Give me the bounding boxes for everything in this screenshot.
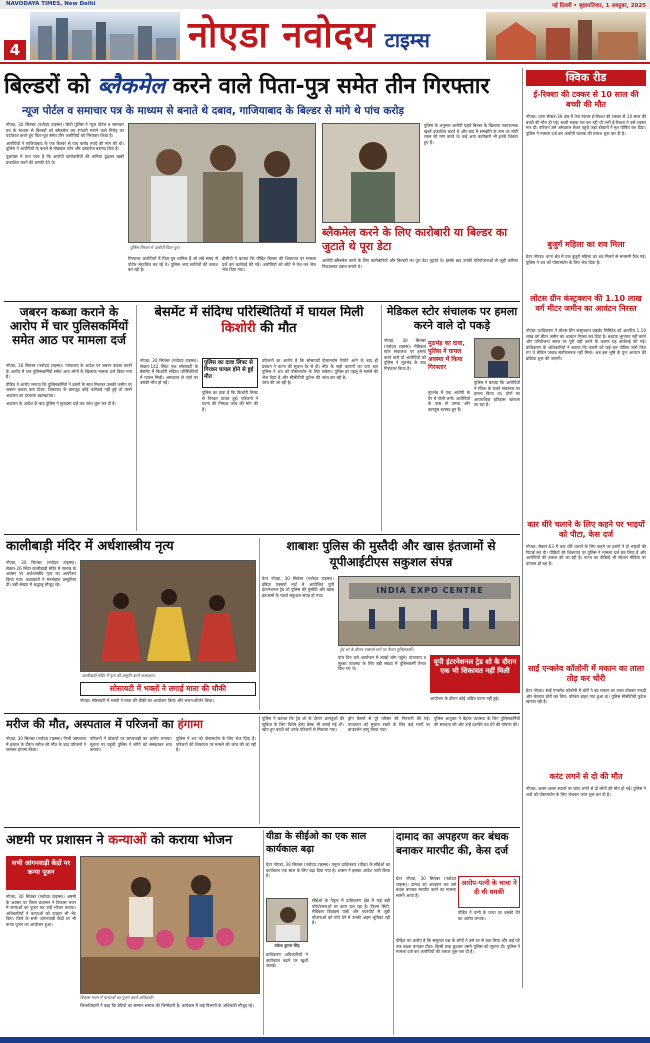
- lead-text-col3: डीसीपी ने बताया कि पीड़ित बिल्डर की शिकायत पर मामला दर्ज कर कार्रवाई की गई। आरोपियों को कोर्ट में पेश कर जेल भेज दिया गया।: [222, 256, 316, 273]
- damad-headline: दामाद का अपहरण कर बंधक बनाकर मारपीट की, केस दर्ज: [396, 831, 509, 857]
- rule-h2: [4, 534, 520, 535]
- ashtami-headline-c: को कराया भोजन: [146, 833, 233, 848]
- basement-box: पुलिस का दावा लिफ्ट से गिरकर घायल होने से हुई मौत: [202, 358, 258, 388]
- divider-v3: [259, 538, 260, 710]
- quick-read-text-1: नोएडा। थाना सेक्टर-39 क्षेत्र में तेज रफ्तार ई-रिक्शा की टक्कर से 10 साल की बच्ची की मौत हो गई। बच्ची सड़क पार कर रही थी तभी ई-रिक्शा ने उसे टक्कर मार दी। परिजन उसे अस्पताल लेकर पहुंचे जहां डॉक्टरों ने मृत घोषित कर दिया। पुलिस ने मामला दर्ज कर आरोपी चालक की तलाश शुरू कर दी है।: [526, 114, 646, 136]
- lead-photo-svg: [129, 124, 316, 243]
- masthead: [0, 0, 650, 66]
- masthead-rule: [0, 62, 650, 64]
- sidebar-divider: [522, 68, 523, 988]
- jabran-headline: जबरन कब्जा कराने के आरोप में चार पुलिसकर्मियों समेत आठ पर मामला दर्ज: [9, 305, 129, 347]
- kalibari-photo: [80, 560, 256, 672]
- medical-photo: [474, 338, 520, 378]
- rule-h3: [4, 713, 520, 714]
- lead-right-block: [322, 123, 518, 223]
- quick-read-text-5: ग्रेटर नोएडा। साईं एन्क्लेव कॉलोनी में चोरों ने बंद मकान का ताला तोड़कर नकदी और जेवरात चोरी कर लिए। परिवार बाहर गया हुआ था। पुलिस सीसीटीवी फुटेज खंगाल रही है।: [526, 688, 646, 705]
- damad-text-col2: पीड़ित ने पत्नी के चाचा पर धमकी देने का आरोप लगाया।: [458, 910, 520, 921]
- kalibari-text: नोएडा, 30 सितंबर (नवोदय टाइम्स)। सेक्टर-26 स्थित कालीबाड़ी मंदिर में नवरात्र के अवसर पर अर्धशास्त्रीय नृत्य का आयोजन किया गया। कलाकारों ने मनमोहक प्रस्तुतियां दीं। बड़ी संख्या में श्रद्धालु मौजूद रहे।: [6, 560, 76, 588]
- sosayati-headline: सोसायटी में भक्तों ने लगाई माता की चौकी: [80, 682, 256, 696]
- quick-read-headline-5: साईं एन्क्लेव कॉलोनी में मकान का ताला तोड़ कर चोरी: [527, 664, 645, 683]
- yeida-text-col3: प्राधिकरण अधिकारियों ने कार्यकाल बढ़ने पर खुशी जताई।: [266, 952, 308, 969]
- lead-pullquote-text: आरोपी ब्लैकमेल करने के लिए कारोबारियों और बिल्डरों का पूरा डेटा जुटाते थे। इसके बाद उनकी परियोजनाओं से जुड़ी कमियां निकालकर दबाव बनाते थे।: [322, 258, 518, 269]
- ashtami-text-col1: नोएडा, 30 सितंबर (नवोदय टाइम्स)। अष्टमी के अवसर पर जिला प्रशासन ने विकास भवन में कन्याओं का पूजन कर उन्हें भोजन कराया। अधिकारियों ने कन्याओं को उपहार भी भेंट किए। जिले के सभी आंगनवाड़ी केंद्रों पर भी कन्या पूजन का आयोजन हुआ।: [6, 894, 76, 927]
- kalibari-caption: कालीबाड़ी मंदिर में नृत्य की प्रस्तुति करते कलाकार।: [82, 673, 156, 678]
- ashtami-box: सभी आंगनवाड़ी केंद्रों पर कन्या पूजन: [6, 856, 76, 890]
- basement-headline: [140, 305, 378, 355]
- quick-read-headline-2: बुजुर्ग महिला का शव मिला: [547, 240, 625, 249]
- kalibari-photo-svg: [81, 561, 256, 672]
- lead-photo-right: [322, 123, 420, 223]
- lead-subhead: न्यूज पोर्टल व समाचार पत्र के माध्यम से बनाते थे दबाव, गाजियाबाद के बिल्डर से मांगे थे पांच करोड़: [22, 105, 405, 117]
- medical-text-col1: नोएडा, 30 सितंबर (नवोदय टाइम्स)। मेडिकल स्टोर संचालक पर हमला करने वाले दो आरोपियों को पुलिस ने मुठभेड़ के बाद गिरफ्तार किया है।: [384, 338, 426, 371]
- shabash-caption: ट्रेड शो के दौरान एक्सपो मार्ट पर तैनात पुलिसकर्मी।: [340, 647, 414, 652]
- lead-pullquote: ब्लैकमेल करने के लिए कारोबारी या बिल्डर का जुटाते थे पूरा डेटा: [322, 226, 508, 253]
- mareej-text-col3: पुलिस ने शव को पोस्टमार्टम के लिए भेज दिया है। परिजनों की शिकायत पर मामले की जांच की जा रही है।: [176, 736, 256, 753]
- mareej-text-col1: नोएडा, 30 सितंबर (नवोदय टाइम्स)। निजी अस्पताल में इलाज के दौरान मरीज की मौत के बाद परिजनों ने जमकर हंगामा किया।: [6, 736, 86, 753]
- brand: [188, 12, 478, 60]
- shabash-text-col3: आयोजन के दौरान कोई अप्रिय घटना नहीं हुई।: [430, 696, 500, 701]
- medical-text-col2: मुठभेड़ में एक आरोपी के पैर में गोली लगी। आरोपियों के पास से तमंचा और कारतूस बरामद हुए हैं।: [428, 390, 470, 412]
- divider-v6: [393, 830, 394, 1035]
- medical-text-col3: पुलिस ने बताया कि आरोपियों ने रंजिश के चलते संचालक पर हमला किया था। दोनों का आपराधिक इतिहास खंगाला जा रहा है।: [474, 380, 520, 408]
- yeida-text-col2: सीईओ के नेतृत्व में प्राधिकरण क्षेत्र में कई बड़ी परियोजनाओं पर काम चल रहा है। फिल्म सिटी, मेडिकल डिवाइस पार्क और एयरपोर्ट से जुड़ी योजनाओं को गति देने में उनकी अहम भूमिका रही है।: [312, 898, 390, 926]
- medical-photo-svg: [475, 339, 520, 378]
- quick-read-text-4: नोएडा। सेक्टर-63 में कार धीरे चलाने के लिए कहने पर दबंगों ने दो भाइयों की पिटाई कर दी। पीड़ितों की शिकायत पर पुलिस ने मामला दर्ज कर लिया है और आरोपियों की तलाश की जा रही है। घटना का वीडियो भी सोशल मीडिया पर वायरल हो रहा है।: [526, 544, 646, 566]
- lead-headline-c: करने वाले पिता-पुत्र समेत तीन गिरफ्तार: [165, 74, 490, 99]
- damad-text-col3: पीड़ित का आरोप है कि ससुराल पक्ष के लोगों ने उसे घर से उठा लिया और कई घंटे तक बंधक बनाकर पीटा। किसी तरह छूटकर उसने पुलिस को सूचना दी। पुलिस ने मामला दर्ज कर आरोपियों की तलाश शुरू कर दी है।: [396, 938, 520, 955]
- quick-read-headline-4: कार धीरे चलाने के लिए कहने पर भाइयों को पीटा, केस दर्ज: [527, 520, 645, 539]
- mareej-text-col2: परिजनों ने डॉक्टरों पर लापरवाही का आरोप लगाया। सूचना पर पहुंची पुलिस ने लोगों को समझाकर शांत कराया।: [90, 736, 172, 753]
- quick-read-title: क्विक रीड: [526, 70, 646, 86]
- quick-read-headline-6: करंट लगने से दो की मौत: [549, 772, 623, 781]
- damad-box: आरोप-पत्नी के चाचा ने दी थी धमकी: [458, 876, 520, 908]
- divider-v5: [263, 830, 264, 1035]
- lead-photo-caption: पुलिस गिरफ्त में आरोपी पिता-पुत्र।: [130, 245, 180, 250]
- quick-read-headline-1: ई-रिक्शा की टक्कर से 10 साल की बच्ची की मौत: [533, 90, 639, 109]
- basement-headline-a: बेसमेंट में संदिग्ध परिस्थितियों में घायल मिली: [154, 305, 364, 320]
- basement-text-col4: पोस्टमार्टम रिपोर्ट आने के बाद ही मौत के सही कारणों का पता चल सकेगा। पुलिस हर पहलू से मामले की जांच कर रही है।: [322, 358, 378, 380]
- lead-text-col2: गिरफ्तार आरोपियों में पिता-पुत्र शामिल हैं जो लंबे समय से पोर्टल संचालित कर रहे थे। पुलिस अन्य साथियों की तलाश कर रही है।: [128, 256, 218, 273]
- basement-headline-b: किशोरी: [221, 321, 256, 336]
- lead-headline-a: बिल्डरों को: [4, 74, 98, 99]
- yeida-caption: राकेश कुमार सिंह: [274, 943, 300, 948]
- basement-headline-c: की मौत: [255, 321, 297, 336]
- jabran-text: नोएडा, 30 सितंबर (नवोदय टाइम्स)। न्यायालय के आदेश पर जबरन कब्जा कराने के आरोप में चार पुलिसकर्मियों समेत आठ लोगों के खिलाफ मामला दर्ज किया गया है। पीड़ित ने आरोप लगाया कि पुलिसकर्मियों ने दबंगों के साथ मिलकर उसकी जमीन पर जबरन कब्जा करा दिया। शिकायत के बावजूद कोई कार्रवाई नहीं हुई तो उसने अदालत का दरवाजा खटखटाया। अदालत के आदेश के बाद पुलिस ने मुकदमा दर्ज कर जांच शुरू कर दी है।: [6, 363, 132, 406]
- skyline-left-svg: [30, 12, 180, 60]
- date-line: नई दिल्ली • बृहस्पतिवार, 1 अक्टूबर, 2025: [551, 3, 646, 9]
- medical-quote: मुठभेड़ का दावा, पुलिस ने घायल अवस्था में किया गिरफ्तार: [428, 340, 465, 371]
- ashtami-photo: [80, 856, 260, 994]
- footer-bar: [0, 1037, 650, 1043]
- ashtami-headline: [6, 830, 260, 852]
- mareej-headline-a: मरीज की मौत, अस्पताल में परिजनों का: [6, 717, 178, 731]
- page-number: 4: [4, 40, 26, 60]
- skyline-image-left: [30, 12, 180, 60]
- shabash-text-col1: ग्रेटर नोएडा, 30 सितंबर (नवोदय टाइम्स)। इंडिया एक्सपो मार्ट में आयोजित यूपी इंटरनेशनल ट्रेड शो पुलिस की मुस्तैदी और खास इंतजामों के चलते सकुशल संपन्न हो गया।: [262, 576, 334, 598]
- trade-box: यूपी इंटरनेशनल ट्रेड शो के दौरान एक भी शिकायत नहीं मिली: [430, 655, 520, 693]
- skyline-image-right: [486, 12, 646, 60]
- rule-h4: [4, 827, 520, 828]
- lead-headline-b: ब्लैकमेल: [97, 74, 166, 99]
- ashtami-photo-svg: [81, 857, 260, 994]
- quick-read-headline-3: लोटस ग्रीन कंस्ट्रक्शन की 1.10 लाख वर्ग मीटर जमीन का आवंटन निरस्त: [530, 294, 642, 313]
- lead-right-text: पुलिस के अनुसार आरोपी पहले बिल्डर के खिलाफ नकारात्मक खबरें प्रकाशित करते थे और बाद में समझौते के नाम पर मोटी रकम की मांग करते थे। कई अन्य कारोबारी भी इनके शिकार हुए हैं।: [424, 123, 518, 145]
- quick-read-text-3: नोएडा। प्राधिकरण ने लोटस ग्रीन कंस्ट्रक्शन प्राइवेट लिमिटेड को आवंटित 1.10 लाख वर्ग मीटर जमीन का आवंटन निरस्त कर दिया है। बकाया भुगतान नहीं करने और परियोजना समय पर पूरी नहीं करने के कारण यह कार्रवाई की गई। प्राधिकरण के अधिकारियों ने बताया कि कंपनी को कई बार नोटिस जारी किए गए थे लेकिन जवाब संतोषजनक नहीं मिला। अब इस भूमि के पुनः आवंटन की प्रक्रिया शुरू की जाएगी।: [526, 328, 646, 361]
- divider-v4: [259, 716, 260, 824]
- quick-read-text-6: नोएडा। अलग-अलग स्थानों पर करंट लगने से दो लोगों की मौत हो गई। पुलिस ने शवों को पोस्टमार्टम के लिए भेजकर जांच शुरू कर दी है।: [526, 786, 646, 797]
- shabash-text-col5: ड्रोन कैमरों से पूरे परिसर की निगरानी की गई। यातायात को सुचारु रखने के लिए कई मार्गों पर डायवर्जन लागू किया गया।: [348, 716, 430, 733]
- skyline-right-svg: [486, 12, 646, 60]
- basement-text-col3: परिजनों का आरोप है कि सोसायटी प्रबंधन ने घटना की सूचना देर से दी। पुलिस ने शव को पोस्टमार्टम के लिए भेज दिया है और सीसीटीवी फुटेज की जांच की जा रही है।: [262, 358, 320, 386]
- shabash-photo: [338, 576, 520, 646]
- lead-photo-right-svg: [323, 124, 420, 223]
- mareej-headline: [6, 716, 256, 732]
- basement-text-col2: पुलिस का दावा है कि किशोरी लिफ्ट से गिरकर घायल हुई। परिजनों ने घटना की निष्पक्ष जांच की मांग की है।: [202, 390, 258, 412]
- yeida-photo-svg: [267, 899, 308, 942]
- lead-text-col1: नोएडा, 30 सितंबर (नवोदय टाइम्स)। सिटी पुलिस ने न्यूज पोर्टल व समाचार पत्र के माध्यम से बिल्डरों को ब्लैकमेल कर रंगदारी मांगने वाले गिरोह का पर्दाफाश करते हुए पिता-पुत्र समेत तीन आरोपियों को गिरफ्तार किया है। आरोपियों ने गाजियाबाद के एक बिल्डर से पांच करोड़ रुपये की मांग की थी। पुलिस ने आरोपियों के कब्जे से मोबाइल फोन और दस्तावेज बरामद किए हैं। पूछताछ में पता चला है कि आरोपी कारोबारियों की कमियां ढूंढकर खबरें प्रकाशित करने की धमकी देते थे।: [6, 122, 124, 165]
- brand-suffix: टाइम्स: [384, 28, 430, 52]
- ashtami-text-col2: जिलाधिकारी ने कहा कि बेटियों का सम्मान समाज की जिम्मेदारी है। कार्यक्रम में कई विभागों के अधिकारी मौजूद रहे।: [80, 1003, 254, 1008]
- damad-text-col1: ग्रेटर नोएडा, 30 सितंबर (नवोदय टाइम्स)। दामाद का अपहरण कर उसे बंधक बनाकर मारपीट करने का मामला सामने आया है।: [396, 876, 456, 898]
- brand-title: नोएडा नवोदय: [188, 15, 376, 56]
- shabash-text-col2: पांच दिन चले आयोजन में लाखों लोग पहुंचे। यातायात व सुरक्षा व्यवस्था के लिए बड़ी संख्या में पुलिसकर्मी तैनात किए गए थे।: [338, 655, 426, 672]
- yeida-photo: [266, 898, 308, 942]
- medical-headline: मेडिकल स्टोर संचालक पर हमला करने वाले दो पकड़े: [386, 305, 518, 332]
- divider-v2: [381, 305, 382, 531]
- ashtami-headline-a: अष्टमी पर प्रशासन ने: [6, 833, 109, 848]
- shabash-text-col4: पुलिस ने बताया कि ट्रेड शो के दौरान आगंतुकों की सुविधा के लिए विशेष हेल्प डेस्क भी बनाई गई थी। खोए हुए बच्चों को उनके परिजनों से मिलाया गया।: [262, 716, 344, 733]
- shabash-headline: शाबाशः पुलिस की मुस्तैदी और खास इंतजामों से यूपीआईटीएस सकुशल संपन्न: [286, 539, 496, 569]
- ashtami-headline-b: कन्याओं: [108, 833, 147, 848]
- sosayati-text: नोएडा। सोसायटी में भक्तों ने माता की चौकी का आयोजन किया और भजन-कीर्तन किया।: [80, 698, 214, 703]
- yeida-text-col1: ग्रेटर नोएडा, 30 सितंबर (नवोदय टाइम्स)। यमुना प्राधिकरण (यीडा) के सीईओ का कार्यकाल एक साल के लिए बढ़ा दिया गया है। शासन ने इसका आदेश जारी किया है।: [266, 862, 390, 879]
- rule-h1: [4, 301, 520, 302]
- yeida-headline: यीडा के सीईओ का एक साल कार्यकाल बढ़ा: [266, 831, 367, 855]
- lead-photo: [128, 123, 316, 243]
- lead-headline: [4, 70, 518, 103]
- quick-read-text-2: ग्रेटर नोएडा। थाना क्षेत्र में एक बुजुर्ग महिला का शव मिलने से सनसनी फैल गई। पुलिस ने शव को पोस्टमार्टम के लिए भेज दिया है।: [526, 254, 646, 265]
- edition-left: NAVODAYA TIMES, New Delhi: [6, 1, 96, 7]
- basement-text-col1: नोएडा, 30 सितंबर (नवोदय टाइम्स)। सेक्टर-142 स्थित एक सोसायटी के बेसमेंट में किशोरी संदिग्ध परिस्थितियों में घायल मिली। अस्पताल ले जाने पर उसकी मौत हो गई।: [140, 358, 198, 386]
- shabash-photo-sign: INDIA EXPO CENTRE: [376, 586, 484, 595]
- kalibari-headline: कालीबाड़ी मंदिर में अर्धशास्त्रीय नृत्य: [6, 539, 174, 554]
- mareej-headline-b: हंगामा: [177, 717, 204, 731]
- ashtami-caption: विकास भवन में कन्याओं का पूजन करते अधिकारी।: [80, 995, 154, 1000]
- divider-v1: [136, 305, 137, 531]
- shabash-text-col6: पुलिस आयुक्त ने बेहतर व्यवस्था के लिए पुलिसकर्मियों की सराहना की और उन्हें प्रशस्ति पत्र देने की घोषणा की।: [434, 716, 520, 727]
